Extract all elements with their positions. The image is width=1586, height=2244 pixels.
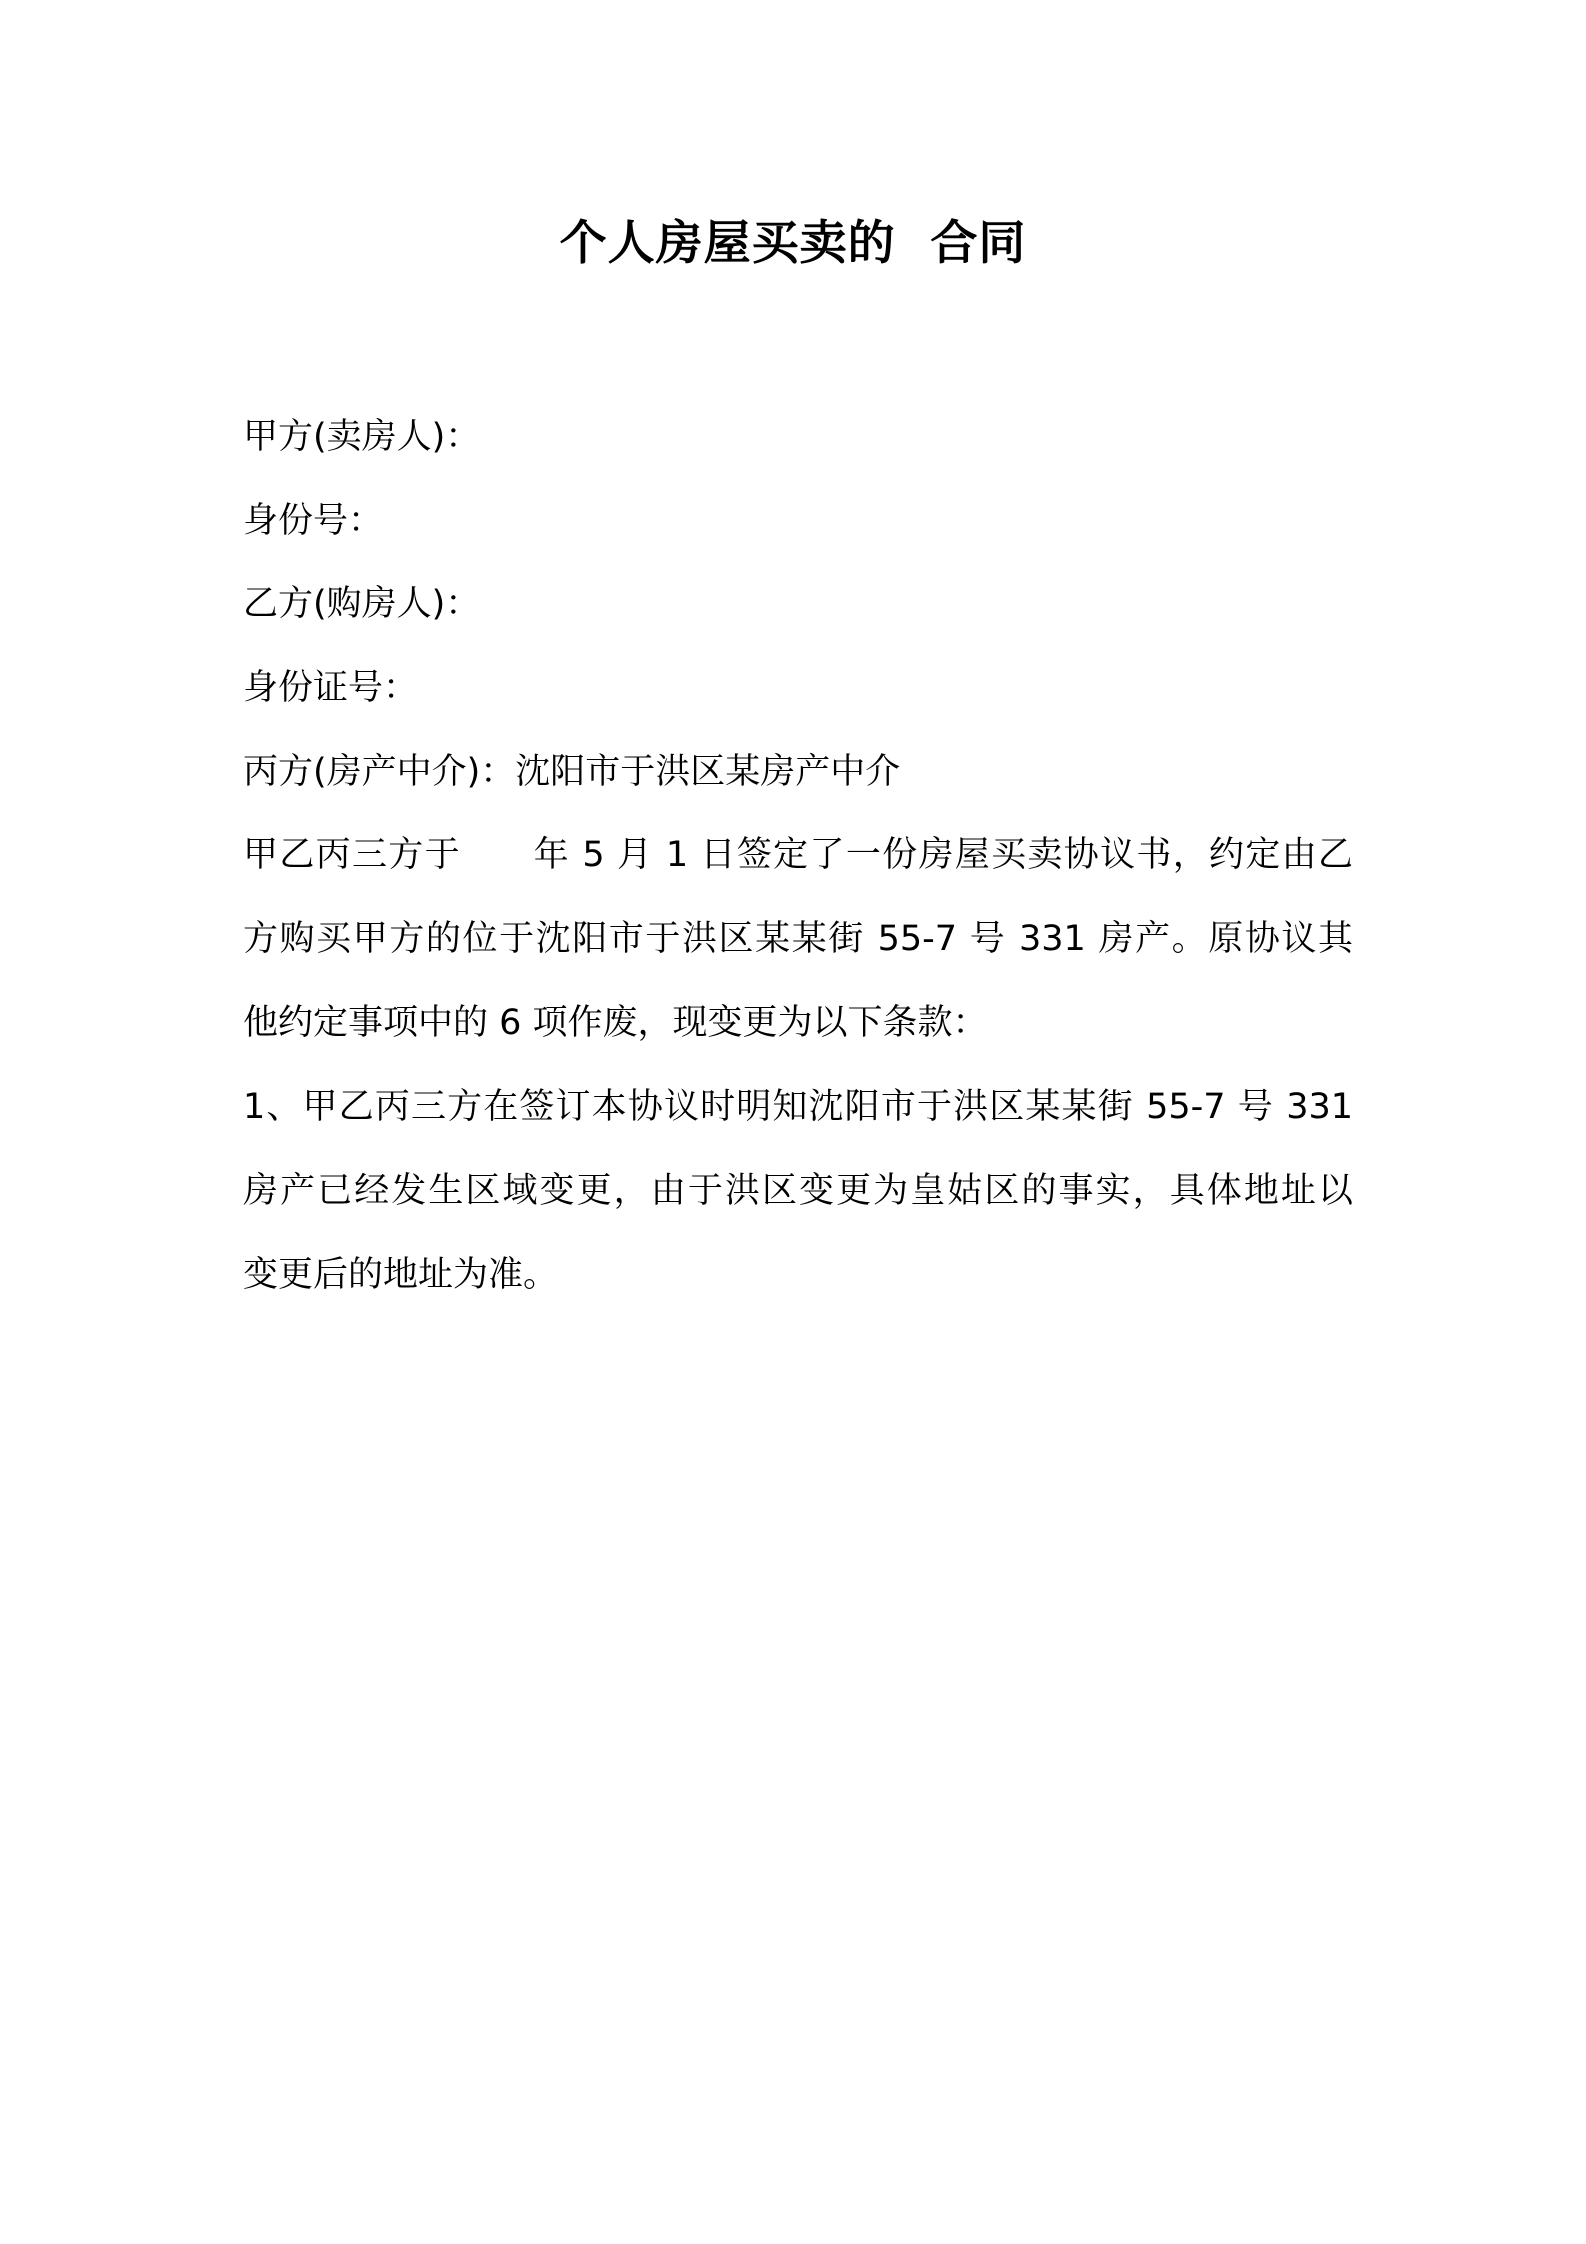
seller-field: 甲方(卖房人)： [243, 417, 481, 457]
paragraph-line: 甲乙丙三方于 年 5 月 1 日签定了一份房屋买卖协议书，约定由乙 [243, 835, 1353, 875]
paragraph-line: 方购买甲方的位于沈阳市于洪区某某街 55-7 号 331 房产。原协议其 [243, 919, 1353, 959]
agreement-paragraph [243, 831, 1353, 1083]
clause-1-paragraph [243, 1083, 1353, 1335]
buyer-field: 乙方(购房人)： [243, 584, 481, 624]
buyer-id-field: 身份证号： [243, 668, 419, 708]
agency-field: 丙方(房产中介)：沈阳市于洪区某房产中介 [243, 752, 901, 792]
seller-id-field: 身份号： [243, 501, 384, 541]
document-title: 个人房屋买卖的 合同 [559, 216, 1027, 271]
paragraph-line: 他约定事项中的 6 项作废，现变更为以下条款： [243, 1003, 988, 1043]
paragraph-line: 房产已经发生区域变更，由于洪区变更为皇姑区的事实，具体地址以 [243, 1171, 1353, 1211]
paragraph-line: 变更后的地址为准。 [243, 1255, 559, 1295]
paragraph-line: 1、甲乙丙三方在签订本协议时明知沈阳市于洪区某某街 55-7 号 331 [243, 1087, 1353, 1127]
